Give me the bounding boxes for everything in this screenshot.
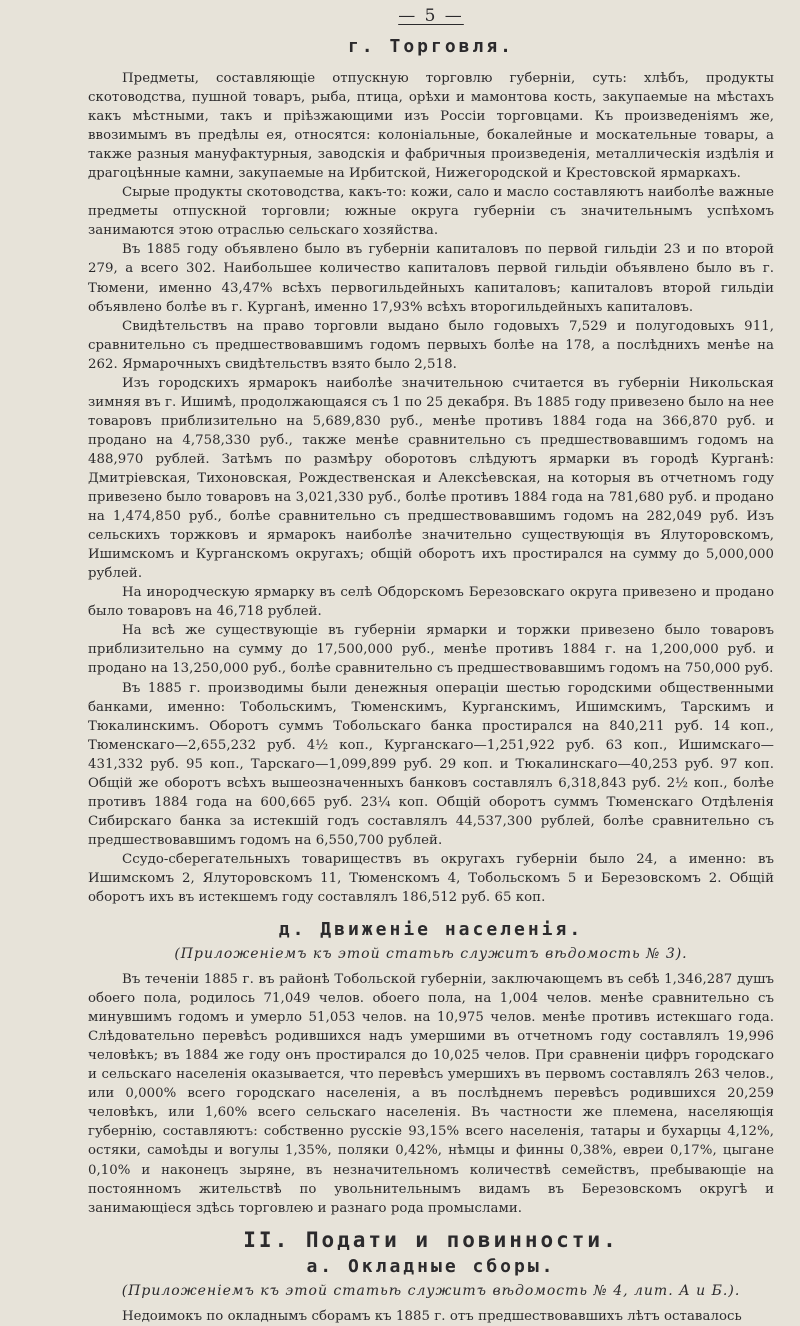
paragraph-trade-6: На инородческую ярмарку въ селѣ Обдорскомъ Березовскаго округа привезено и продано было товаровъ на 46,718 рублей.: [88, 585, 774, 620]
paragraph-assessed-fees-1: Недоимокъ по окладнымъ сборамъ къ 1885 г. отъ предшествовавшихъ лѣтъ оставалось: [122, 1308, 742, 1324]
paragraph-trade-7: На всѣ же существующіе въ губерніи ярмарки и торжки привезено было товаровъ приблизительно на сумму до 17,500,000 руб., менѣе противъ 1884 г. на 1,200,000 руб. и продано на 13,250,000 руб., болѣе сравнительно съ предшествовавшимъ годомъ на 750,000 руб.: [88, 623, 774, 677]
paragraph-trade-9: Ссудо-сберегательныхъ товариществъ въ округахъ губерніи было 24, а именно: въ Ишимскомъ 2, Ялуторовскомъ 11, Тюменскомъ 4, Тобольскомъ 5 и Березовскомъ 2. Общій оборотъ ихъ въ истекшемъ году составлялъ 186,512 руб. 65 коп.: [88, 851, 774, 906]
paragraph-trade-3: Въ 1885 году объявлено было въ губерніи капиталовъ по первой гильдіи 23 и по второй 279, а всего 302. Наибольшее количество капиталовъ первой гильдіи объявлено было въ г. Тюмени, именно 43,47% всѣхъ первогильдейныхъ капиталовъ; капиталовъ второй гильдіи объявлено болѣе въ г. Курганѣ, именно 17,93% всѣхъ второгильдейныхъ капиталовъ.: [88, 242, 774, 315]
section-note-population: (Приложеніемъ къ этой статьѣ служитъ вѣдомость № 3).: [174, 946, 688, 963]
section-title-assessed-fees: а. Окладные сборы.: [306, 1255, 556, 1277]
paragraph-trade-4: Свидѣтельствъ на право торговли выдано было годовыхъ 7,529 и полугодовыхъ 911, сравнительно съ предшествовавшимъ годомъ первыхъ болѣе на 178, а послѣднихъ менѣе на 262. Ярмарочныхъ свидѣтельствъ взято было 2,518.: [88, 318, 774, 372]
paragraph-trade-8: Въ 1885 г. производимы были денежныя операціи шестью городскими общественными банками, именно: Тобольскимъ, Тюменскимъ, Курганскимъ, Ишимскимъ, Тарскимъ и Тюкалинскимъ. Оборотъ суммъ Тобольскаго банка простирался на 840,211 руб. 14 коп., Тюменскаго—2,655,232 руб. 4½ коп., Курганскаго—1,251,922 руб. 63 коп., Ишимскаго—431,332 руб. 95 коп., Тарскаго—1,099,899 руб. 29 коп. и Тюкалинскаго—40,253 руб. 97 коп. Общій же оборотъ всѣхъ вышеозначенныхъ банковъ составлялъ 6,318,843 руб. 2½ коп., болѣе противъ 1884 года на 600,665 руб. 23¼ коп. Общій оборотъ суммъ Тюменскаго Отдѣленія Сибирскаго банка за истекшій годъ составлялъ 44,537,300 рублей, болѣе сравнительно съ предшествовавшимъ годомъ на 6,550,700 рублей.: [88, 680, 774, 848]
section-title-taxes: II. Подати и повинности.: [243, 1227, 619, 1252]
paragraph-trade-5: Изъ городскихъ ярмарокъ наиболѣе значительною считается въ губерніи Никольская зимняя въ г. Ишимѣ, продолжающаяся съ 1 по 25 декабря. Въ 1885 году привезено было на нее товаровъ приблизительно на 5,689,830 руб., менѣе противъ 1884 года на 366,870 руб. и продано на 4,758,330 руб., также менѣе сравнительно съ предшествовавшимъ годомъ на 488,970 рублей. Затѣмъ по размѣру оборотовъ слѣдуютъ ярмарки въ городѣ Курганѣ: Дмитріевская, Тихоновская, Рождественская и Алексѣевская, на которыя въ отчетномъ году привезено было товаровъ на 3,021,330 руб., болѣе противъ 1884 года на 781,680 руб. и продано на 1,474,850 руб., болѣе сравнительно съ предшествовавшимъ годомъ на 282,049 руб. Изъ сельскихъ торжковъ и ярмарокъ наиболѣе значительно существующія въ Ялуторовскомъ, Ишимскомъ и Курганскомъ округахъ; общій оборотъ ихъ простирался на сумму до 5,000,000 рублей.: [88, 375, 774, 582]
paragraph-population-1: Въ теченіи 1885 г. въ районѣ Тобольской губерніи, заключающемъ въ себѣ 1,346,287 душъ обоего пола, родилось 71,049 челов. обоего пола, на 1,004 челов. менѣе сравнительно съ минувшимъ годомъ и умерло 51,053 челов. на 10,975 челов. менѣе противъ истекшаго года. Слѣдовательно перевѣсъ родившихся надъ умершими въ отчетномъ году составлялъ 19,996 человѣкъ; въ 1884 же году онъ простирался до 10,025 челов. При сравненіи цифръ городскаго и сельскаго населенія оказывается, что перевѣсъ умершихъ въ первомъ составлялъ 263 челов., или 0,000% всего городскаго населенія, а въ послѣднемъ перевѣсъ родившихся 20,259 человѣкъ, или 1,60% всего сельскаго населенія. Въ частности же племена, населяющія губернію, составляютъ: собственно русскіе 93,15% всего населенія, татары и бухарцы 4,12%, остяки, самоѣды и вогулы 1,35%, поляки 0,42%, нѣмцы и финны 0,38%, евреи 0,17%, цыгане 0,10% и наконецъ зыряне, въ незначительномъ количествѣ семействъ, пребывающіе на постоянномъ жительствѣ по увольнительнымъ видамъ въ Березовскомъ округѣ и занимающіеся здѣсь торговлею и разнаго рода промыслами.: [88, 972, 774, 1216]
paragraph-trade-1: Предметы, составляющіе отпускную торговлю губерніи, суть: хлѣбъ, продукты скотоводства, пушной товаръ, рыба, птица, орѣхи и мамонтова кость, закупаемые на мѣстахъ какъ мѣстными, такъ и пріѣзжающими изъ Россіи торговцами. Къ произведеніямъ же, ввозимымъ въ предѣлы ея, относятся: колоніальные, бокалейные и москательные товары, а также разныя мануфактурныя, заводскія и фабричныя произведенія, металлическія издѣлія и драгоцѣнные камни, закупаемые на Ирбитской, Нижегородской и Крестовской ярмаркахъ.: [88, 71, 774, 182]
section-note-assessed-fees: (Приложеніемъ къ этой статьѣ служитъ вѣдомость № 4, лит. А и Б.).: [121, 1282, 741, 1299]
section-title-population: д. Движеніе населенія.: [278, 919, 584, 941]
paragraph-trade-2: Сырые продукты скотоводства, какъ-то: кожи, сало и масло составляютъ наиболѣе важные предметы отпускной торговли; южные округа губерніи съ значительнымъ успѣхомъ занимаются этою отраслью сельскаго хозяйства.: [88, 185, 774, 239]
section-title-trade: г. Торговля.: [347, 36, 515, 57]
page-number: — 5 —: [398, 6, 464, 26]
